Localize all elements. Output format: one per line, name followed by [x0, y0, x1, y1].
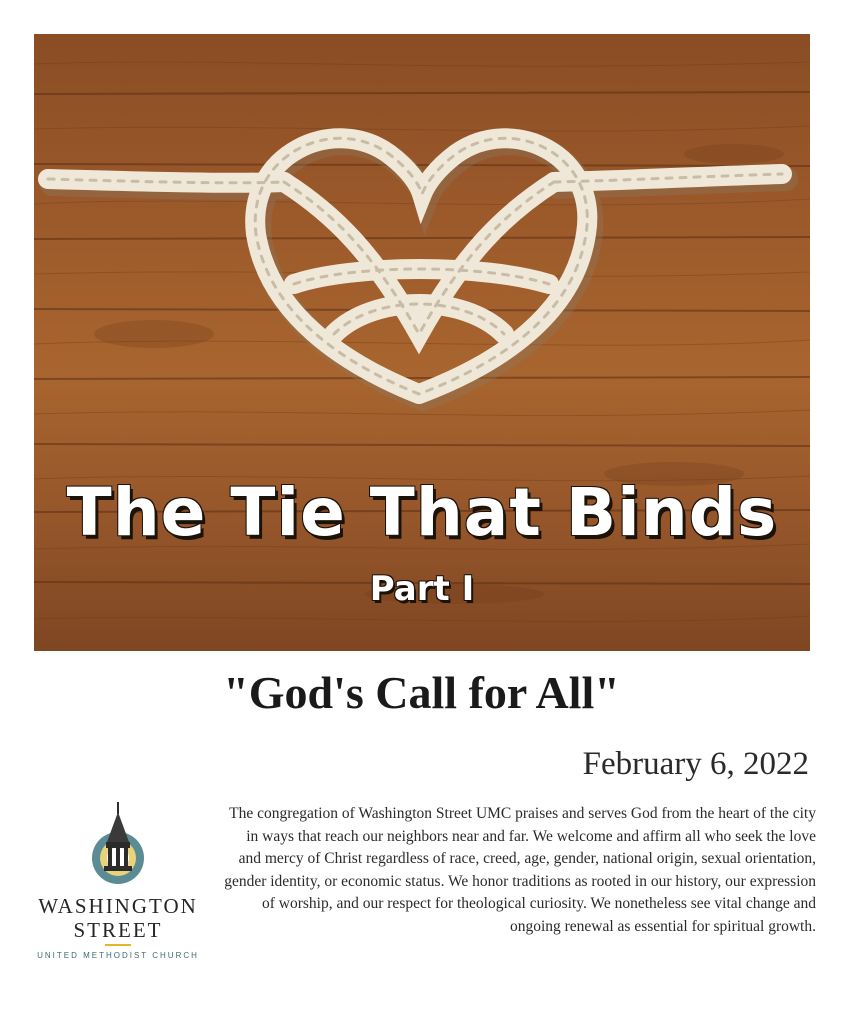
series-title: The Tie That Binds — [66, 474, 778, 551]
hero-image — [34, 34, 810, 651]
sermon-date: February 6, 2022 — [582, 746, 809, 782]
logo-name-line2: STREET — [73, 918, 163, 942]
steeple-icon — [83, 800, 153, 890]
rope-heart-knot — [48, 138, 786, 399]
logo-divider — [105, 944, 131, 946]
series-part: Part I — [369, 569, 475, 609]
logo-subtitle: UNITED METHODIST CHURCH — [37, 951, 199, 960]
logo-name-line1: WASHINGTON — [38, 894, 198, 918]
wood-planks-background — [34, 34, 810, 651]
mission-statement: The congregation of Washington Street UMC praises and serves God from the heart of the city in ways that reach our neighbors near and far. We welcome and affirm all who seek the love and mercy of Christ regardless of race, creed, age, gender, national origin, sexual orientation, gender identity, or economic status. We honor traditions as rooted in our history, our expression of worship, and our respect for theological curiosity. We nonetheless see vital change and ongoing renewal as essential for spiritual growth. — [224, 805, 816, 935]
church-logo — [28, 800, 208, 970]
sermon-title: "God's Call for All" — [223, 667, 620, 718]
